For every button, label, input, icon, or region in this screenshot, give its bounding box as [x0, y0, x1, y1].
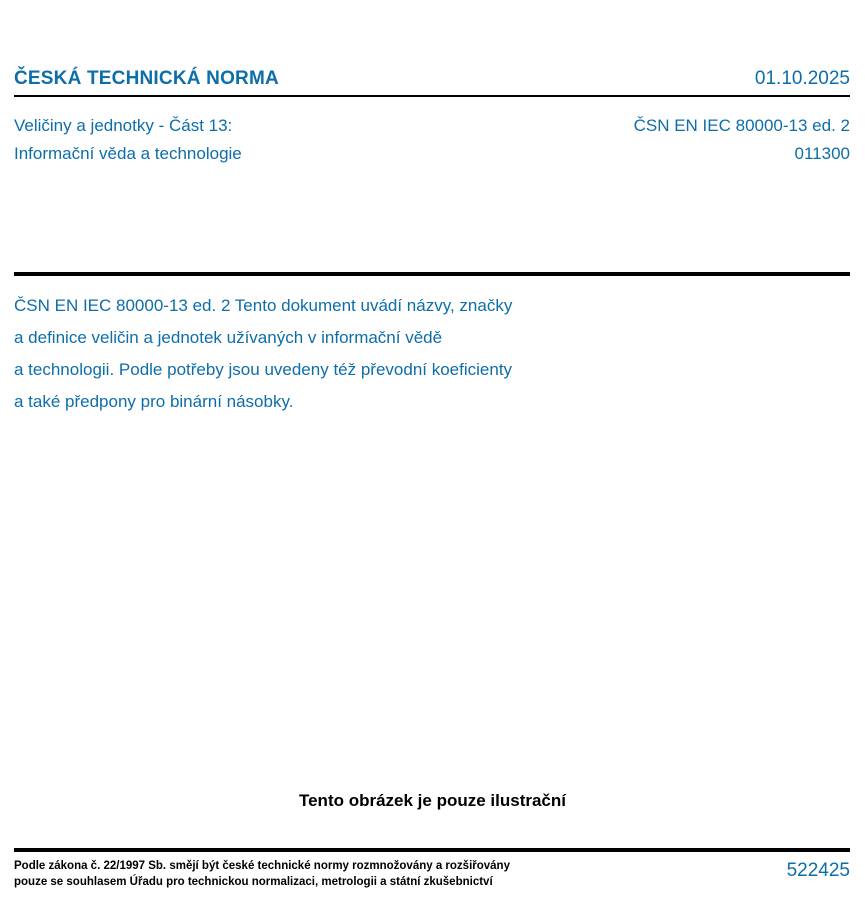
abstract-divider-rule [14, 272, 850, 276]
abstract-line: a také předpony pro binární násobky. [14, 392, 294, 411]
title-block [14, 112, 850, 168]
abstract-line: a technologii. Podle potřeby jsou uvedeny též převodní koeficienty [14, 360, 513, 379]
standard-designation: ČSN EN IEC 80000-13 ed. 2 [633, 116, 850, 135]
classification-code: 011300 [794, 144, 850, 163]
standard-title-part2: Informační věda a technologie [14, 144, 242, 163]
abstract-text [14, 290, 714, 418]
copyright-notice [14, 858, 510, 890]
document-type-heading: ČESKÁ TECHNICKÁ NORMA [14, 68, 279, 89]
footer-divider-rule [14, 848, 850, 852]
title-line-1 [14, 112, 850, 140]
copyright-line-1: Podle zákona č. 22/1997 Sb. smějí být české technické normy rozmnožovány a rozšiřovány [14, 860, 510, 872]
publication-date: 01.10.2025 [754, 68, 850, 89]
header-row [14, 68, 850, 90]
order-number: 522425 [786, 860, 850, 881]
footer [14, 858, 850, 890]
abstract-line: a definice veličin a jednotek užívaných v informační vědě [14, 328, 443, 347]
title-line-2 [14, 140, 850, 168]
illustration-disclaimer: Tento obrázek je pouze ilustrační [298, 791, 566, 810]
abstract-line: ČSN EN IEC 80000-13 ed. 2 Tento dokument uvádí názvy, značky [14, 296, 513, 315]
copyright-line-2: pouze se souhlasem Úřadu pro technickou normalizaci, metrologii a státní zkušebnictví [14, 876, 493, 888]
header-divider-rule [14, 95, 850, 97]
standard-title-part1: Veličiny a jednotky - Část 13: [14, 116, 233, 135]
